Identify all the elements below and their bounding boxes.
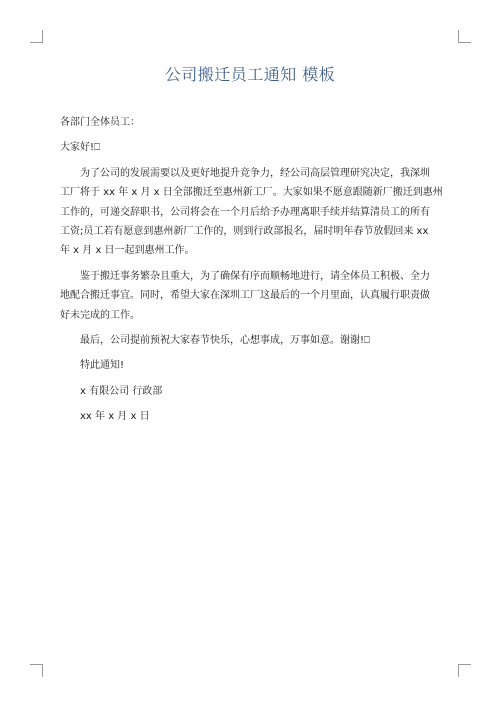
- paragraph-1: [60, 164, 446, 261]
- paragraph-2-line: 地配合搬迁事宜。同时，希望大家在深圳工厂这最后的一个月里面，认真履行职责做: [60, 290, 430, 302]
- salutation-line: [60, 138, 446, 157]
- paragraph-2-line: 好未完成的工作。: [60, 309, 140, 321]
- paragraph-2: [60, 267, 446, 325]
- crop-mark-bottom-right: [458, 664, 471, 677]
- date-line: xx 年 x 月 x 日: [80, 411, 150, 423]
- closing-text: 最后，公司提前预祝大家春节快乐，心想事成，万事如意。谢谢!: [80, 335, 365, 347]
- missing-glyph-box: ⎕: [94, 142, 101, 154]
- closing-line: [60, 331, 446, 350]
- notice-line: 特此通知!: [80, 360, 125, 372]
- missing-glyph-box: ⎕: [364, 335, 371, 347]
- document-title: 公司搬迁员工通知 模板: [164, 65, 336, 84]
- paragraph-2-line: 鉴于搬迁事务繁杂且重大，为了确保有序而顺畅地进行，请全体员工积极、全力: [80, 270, 430, 282]
- document-body: [60, 113, 446, 427]
- greeting-line: 各部门全体员工：: [60, 117, 140, 128]
- salutation-text: 大家好!: [60, 142, 95, 154]
- paragraph-1-line: 工作的，可递交辞职书，公司将会在一个月后给予办理离职手续并结算清员工的所有: [60, 206, 430, 218]
- paragraph-1-line: 工资;员工若有愿意到惠州新厂工作的，则到行政部报名，届时明年春节放假回来 xx: [60, 226, 429, 238]
- crop-mark-bottom-left: [30, 664, 43, 677]
- crop-mark-top-right: [458, 30, 471, 43]
- paragraph-1-line: 为了公司的发展需要以及更好地提升竞争力，经公司高层管理研究决定，我深圳: [80, 167, 430, 179]
- paragraph-1-line: 年 x 月 x 日一起到惠州工作。: [60, 245, 195, 257]
- paragraph-1-line: 工厂将于 xx 年 x 月 x 日全部搬迁至惠州新工厂。大家如果不愿意跟随新厂搬迁到惠州: [60, 187, 443, 199]
- signature-line: x 有限公司 行政部: [80, 385, 163, 397]
- crop-mark-top-left: [30, 30, 43, 43]
